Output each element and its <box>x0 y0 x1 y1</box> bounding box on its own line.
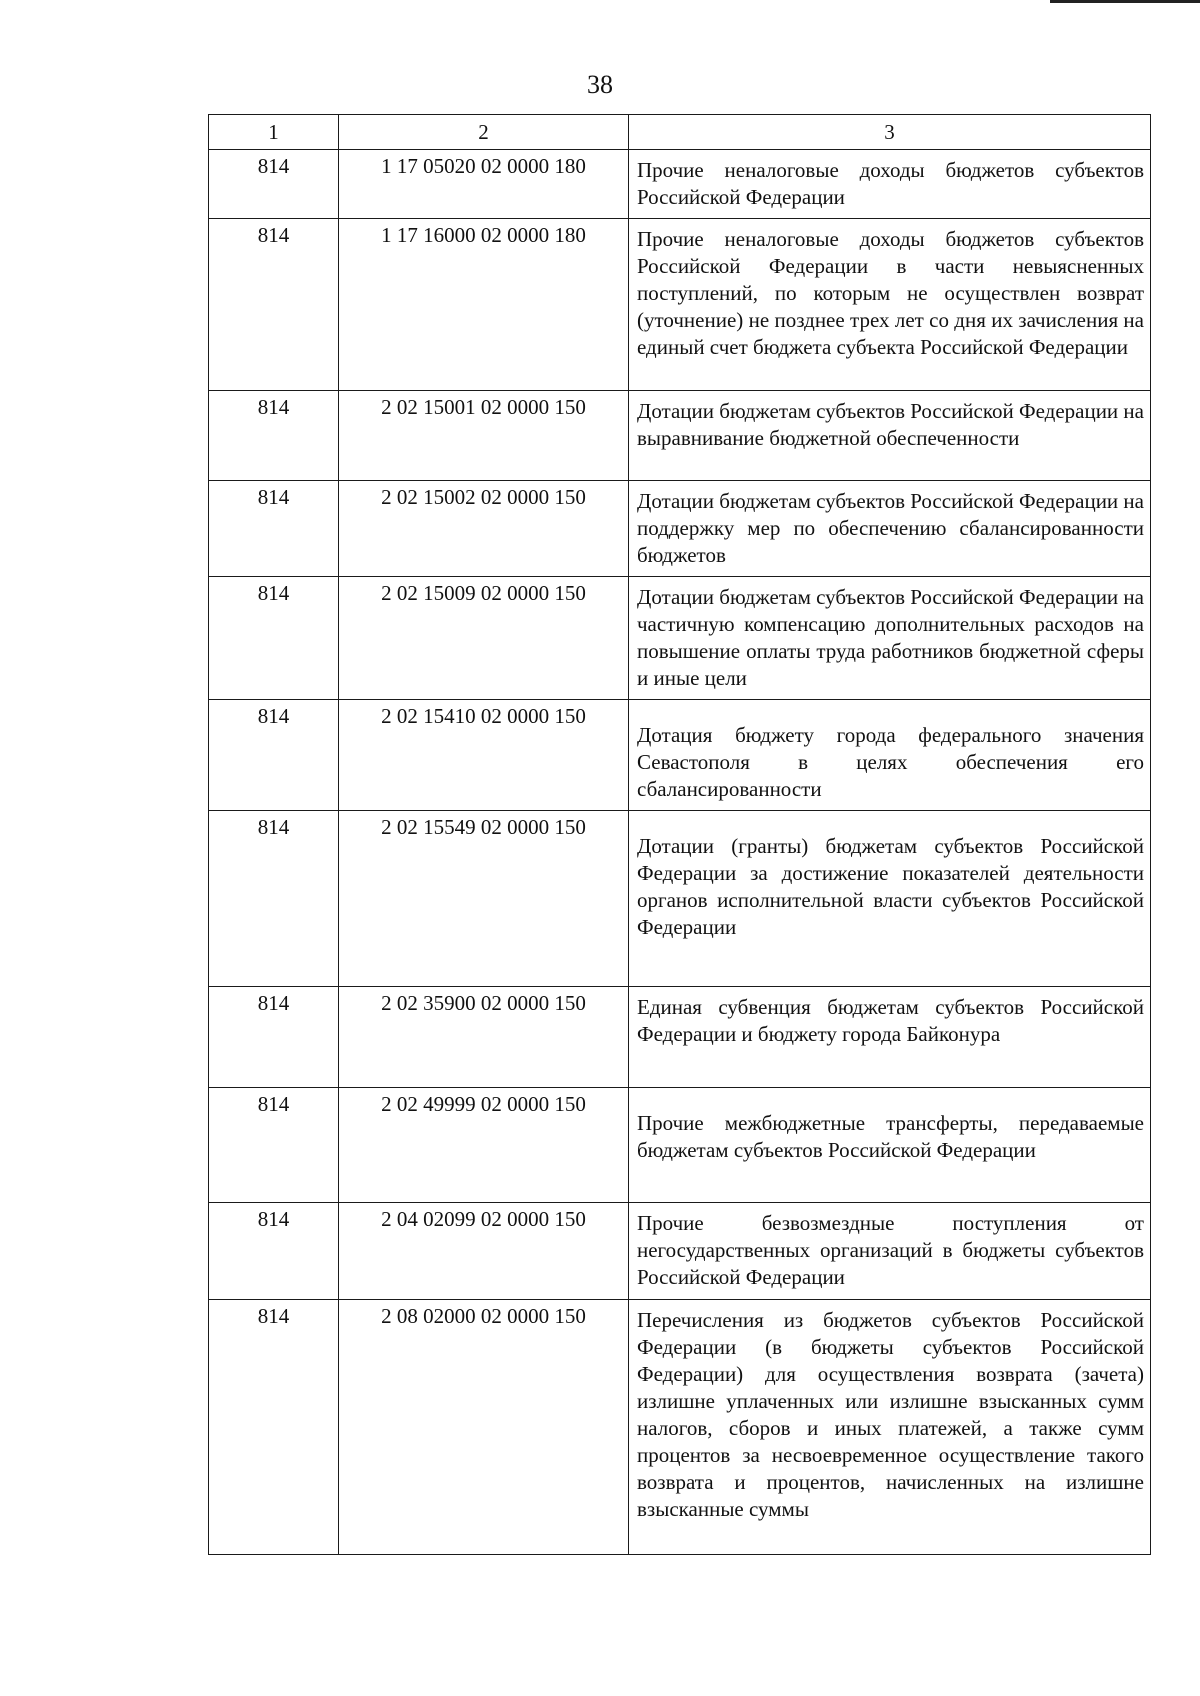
scan-edge-mark <box>1050 0 1200 3</box>
admin-code-cell: 814 <box>209 391 339 481</box>
page-number: 38 <box>587 70 613 99</box>
budget-codes-table <box>208 114 1151 1555</box>
table-row <box>209 219 1151 391</box>
admin-code-cell: 814 <box>209 577 339 700</box>
revenue-code-cell: 1 17 16000 02 0000 180 <box>339 219 629 391</box>
revenue-name-cell: Единая субвенция бюджетам субъектов Российской Федерации и бюджету города Байконура <box>629 987 1151 1088</box>
revenue-code-cell: 2 04 02099 02 0000 150 <box>339 1203 629 1300</box>
admin-code-cell: 814 <box>209 987 339 1088</box>
revenue-code-cell: 2 02 15002 02 0000 150 <box>339 481 629 577</box>
admin-code-cell: 814 <box>209 219 339 391</box>
table-row <box>209 481 1151 577</box>
table-row <box>209 577 1151 700</box>
revenue-name-cell: Прочие безвозмездные поступления от негосударственных организаций в бюджеты субъектов Российской Федерации <box>629 1203 1151 1300</box>
table-row <box>209 391 1151 481</box>
admin-code-cell: 814 <box>209 481 339 577</box>
revenue-code-cell: 2 02 15001 02 0000 150 <box>339 391 629 481</box>
table-header-row <box>209 115 1151 150</box>
admin-code-cell: 814 <box>209 1300 339 1555</box>
revenue-code-cell: 2 02 15410 02 0000 150 <box>339 700 629 811</box>
column-header-1: 1 <box>209 115 339 150</box>
revenue-name-cell: Прочие неналоговые доходы бюджетов субъектов Российской Федерации в части невыясненных поступлений, по которым не осуществлен возврат (уточнение) не позднее трех лет со дня их зачисления на единый счет бюджета субъекта Российской Федерации <box>629 219 1151 391</box>
revenue-name-cell: Прочие межбюджетные трансферты, передаваемые бюджетам субъектов Российской Федерации <box>629 1088 1151 1203</box>
admin-code-cell: 814 <box>209 1203 339 1300</box>
table-row <box>209 811 1151 987</box>
revenue-code-cell: 2 02 15009 02 0000 150 <box>339 577 629 700</box>
revenue-code-cell: 2 08 02000 02 0000 150 <box>339 1300 629 1555</box>
admin-code-cell: 814 <box>209 811 339 987</box>
admin-code-cell: 814 <box>209 700 339 811</box>
table-row <box>209 1203 1151 1300</box>
column-header-2: 2 <box>339 115 629 150</box>
revenue-name-cell: Дотации бюджетам субъектов Российской Федерации на поддержку мер по обеспечению сбалансированности бюджетов <box>629 481 1151 577</box>
revenue-name-cell: Дотации (гранты) бюджетам субъектов Российской Федерации за достижение показателей деятельности органов исполнительной власти субъектов Российской Федерации <box>629 811 1151 987</box>
revenue-name-cell: Дотации бюджетам субъектов Российской Федерации на выравнивание бюджетной обеспеченности <box>629 391 1151 481</box>
revenue-code-cell: 2 02 49999 02 0000 150 <box>339 1088 629 1203</box>
revenue-code-cell: 2 02 35900 02 0000 150 <box>339 987 629 1088</box>
table-row <box>209 987 1151 1088</box>
revenue-name-cell: Прочие неналоговые доходы бюджетов субъектов Российской Федерации <box>629 150 1151 219</box>
revenue-code-cell: 2 02 15549 02 0000 150 <box>339 811 629 987</box>
revenue-name-cell: Перечисления из бюджетов субъектов Российской Федерации (в бюджеты субъектов Российской Федерации) для осуществления возврата (зачета) излишне уплаченных или излишне взысканных сумм налогов, сборов и иных платежей, а также сумм процентов за несвоевременное осуществление такого возврата и процентов, начисленных на излишне взысканные суммы <box>629 1300 1151 1555</box>
revenue-code-cell: 1 17 05020 02 0000 180 <box>339 150 629 219</box>
revenue-name-cell: Дотации бюджетам субъектов Российской Федерации на частичную компенсацию дополнительных расходов на повышение оплаты труда работников бюджетной сферы и иные цели <box>629 577 1151 700</box>
revenue-name-cell: Дотация бюджету города федерального значения Севастополя в целях обеспечения его сбалансированности <box>629 700 1151 811</box>
table-row <box>209 1300 1151 1555</box>
table-row <box>209 700 1151 811</box>
admin-code-cell: 814 <box>209 1088 339 1203</box>
table-row <box>209 150 1151 219</box>
admin-code-cell: 814 <box>209 150 339 219</box>
column-header-3: 3 <box>629 115 1151 150</box>
table-row <box>209 1088 1151 1203</box>
